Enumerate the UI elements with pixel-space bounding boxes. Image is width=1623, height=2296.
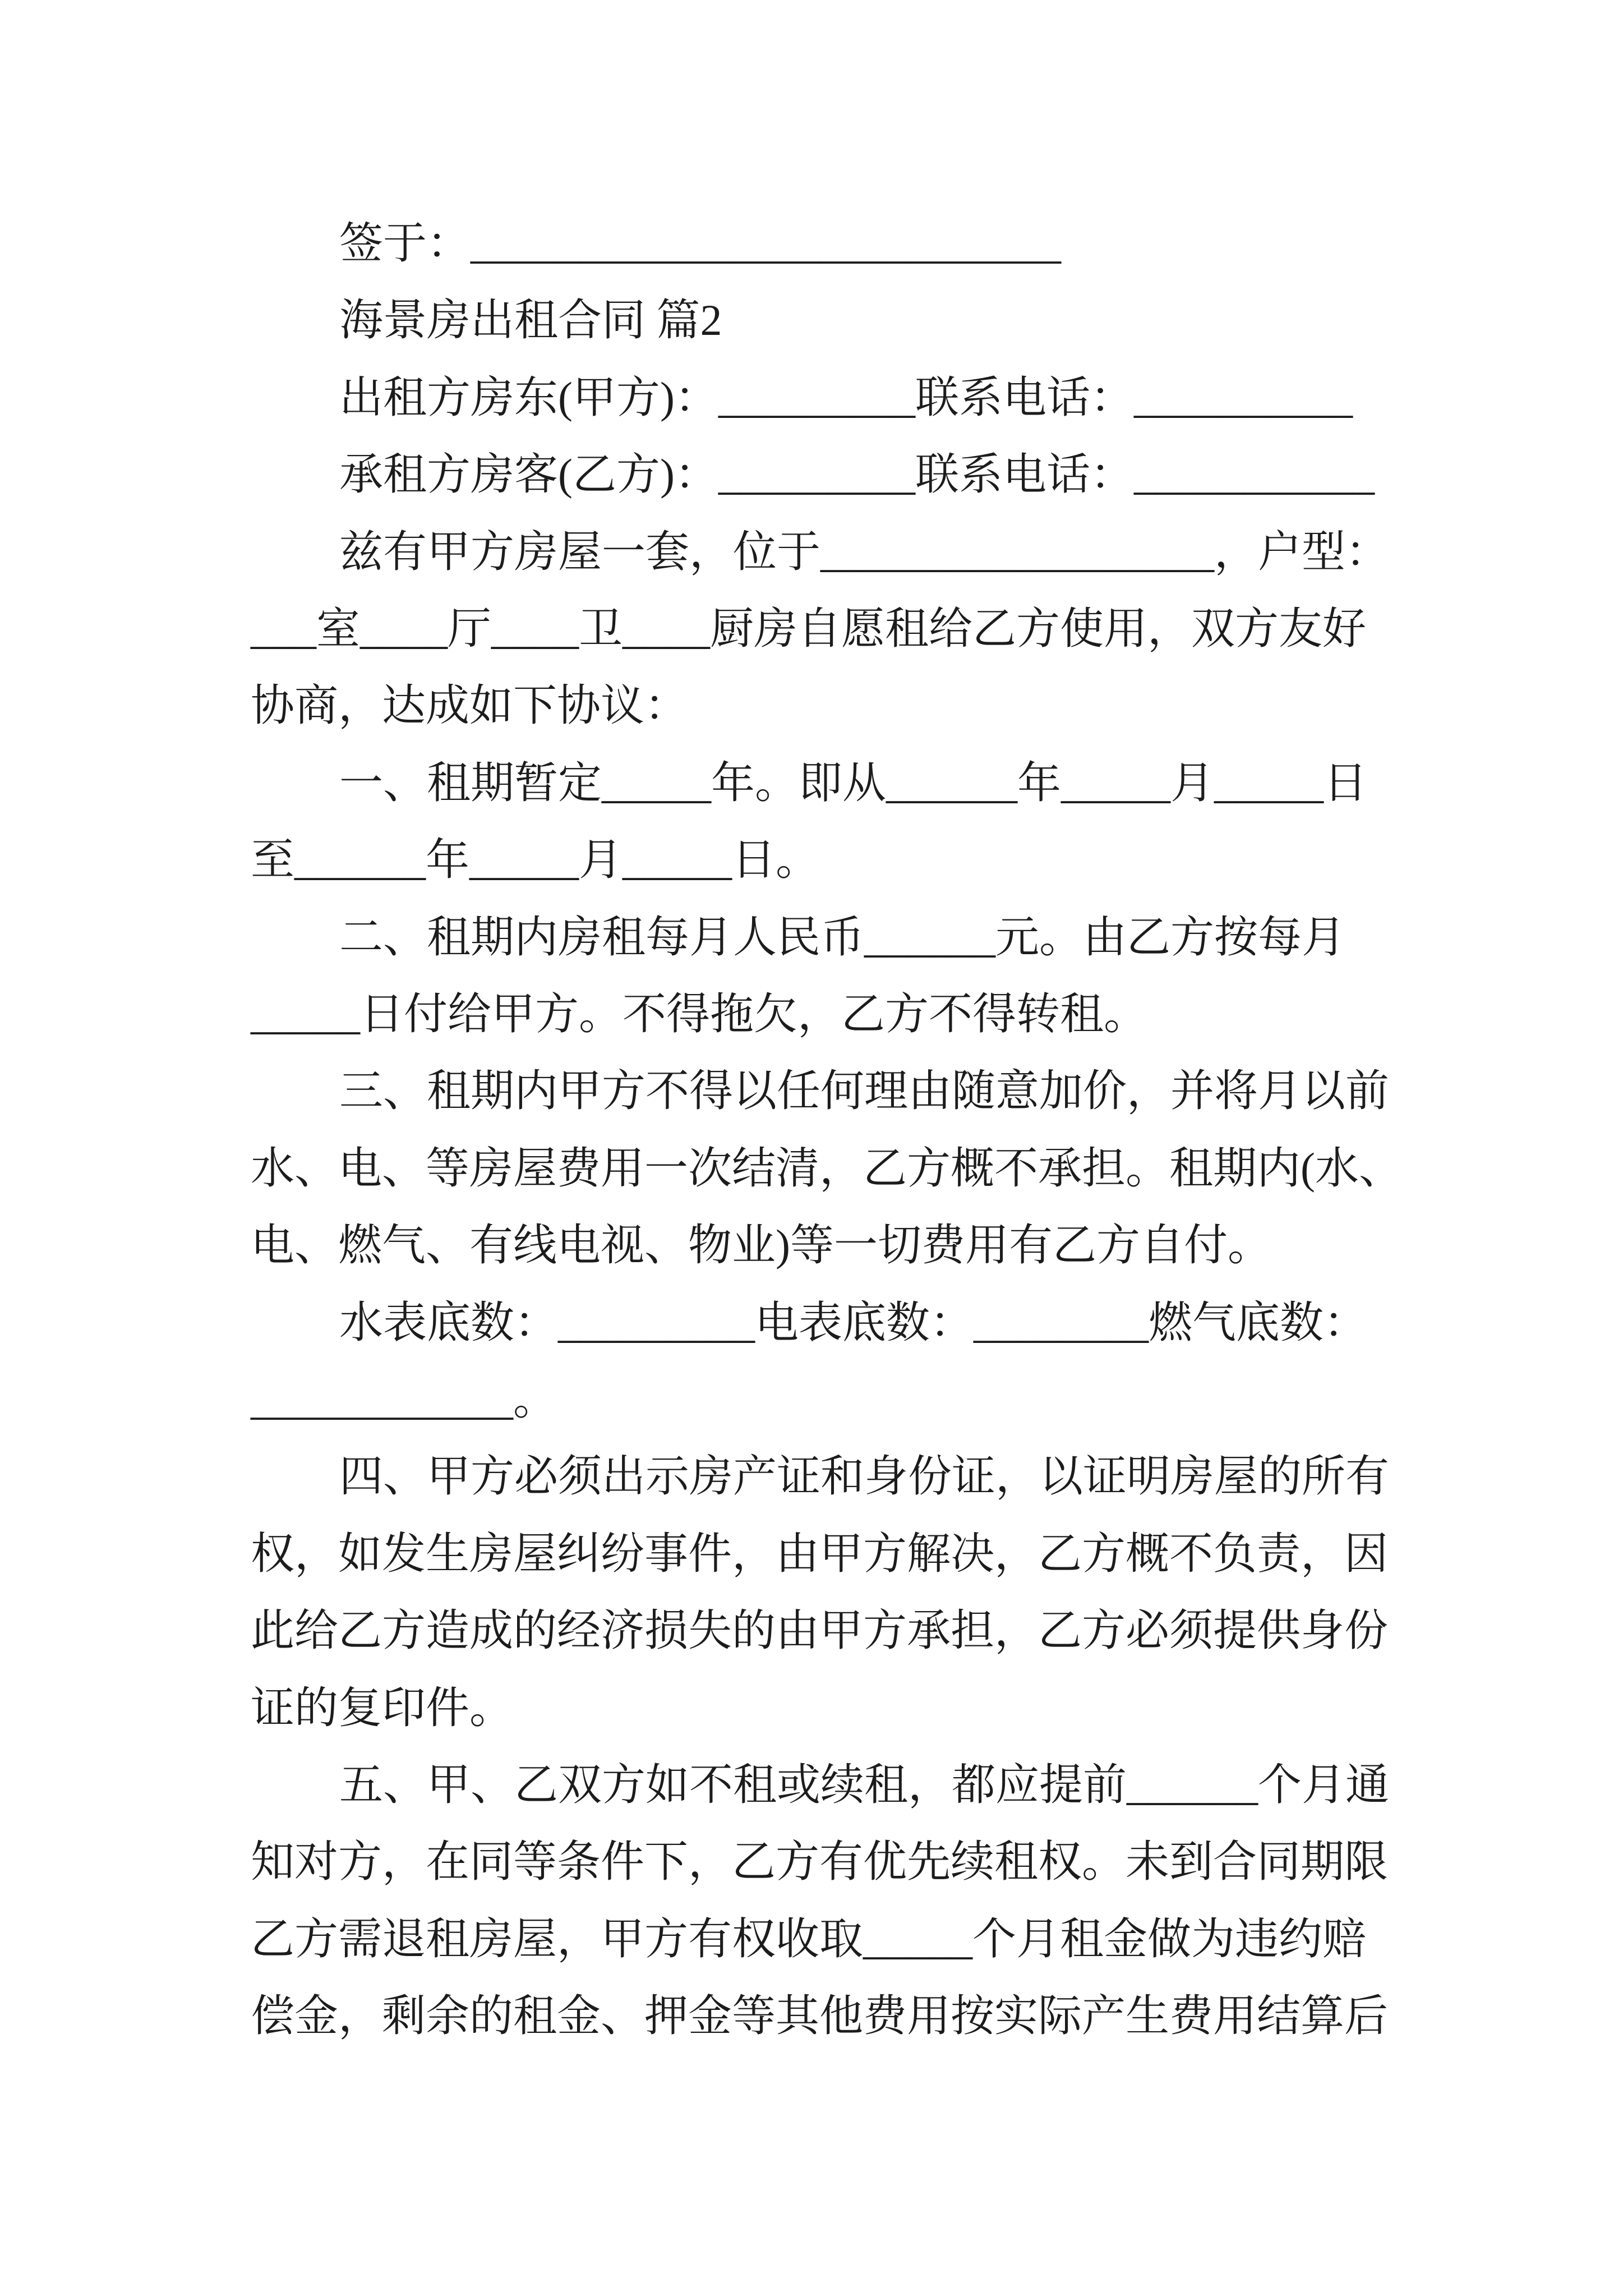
clause-4-line-cont: 此给乙方造成的经济损失的由甲方承担，乙方必须提供身份 xyxy=(251,1606,1389,1655)
clause-3-line: 三、租期内甲方不得以任何理由随意加价，并将月以前 xyxy=(339,1066,1390,1116)
property-line: 兹有甲方房屋一套，位于__________________，户型： xyxy=(339,527,1390,576)
clause-5-line: 五、甲、乙双方如不租或续租，都应提前______个月通 xyxy=(339,1760,1390,1809)
clause-4-line: 四、甲方必须出示房产证和身份证，以证明房屋的所有 xyxy=(339,1452,1390,1501)
clause-4-line-cont: 证的复印件。 xyxy=(251,1683,514,1732)
clause-3-line-cont: 水、电、等房屋费用一次结清，乙方概不承担。租期内(水、 xyxy=(251,1143,1403,1193)
property-line-cont: 协商，达成如下协议： xyxy=(251,681,689,730)
meter-readings-line: 水表底数：_________电表底数：________燃气底数： xyxy=(339,1297,1368,1347)
clause-1-line-cont: 至______年_____月_____日。 xyxy=(251,835,820,885)
clause-2-line-cont: _____日付给甲方。不得拖欠，乙方不得转租。 xyxy=(251,990,1148,1038)
section-title: 海景房出租合同 篇2 xyxy=(339,296,722,345)
meter-readings-line-cont: ____________。 xyxy=(251,1375,557,1424)
clause-5-line-cont: 偿金，剩余的租金、押金等其他费用按实际产生费用结算后 xyxy=(251,1991,1389,2041)
clause-5-line-cont: 乙方需退租房屋，甲方有权收取_____个月租金做为违约赔 xyxy=(251,1914,1367,1963)
clause-1-line: 一、租期暂定_____年。即从______年_____月_____日 xyxy=(339,758,1368,807)
clause-3-line-cont: 电、燃气、有线电视、物业)等一切费用有乙方自付。 xyxy=(251,1221,1271,1270)
tenant-line: 承租方房客(乙方)：_________联系电话：___________ xyxy=(339,450,1375,499)
clause-5-line-cont: 知对方，在同等条件下，乙方有优先续租权。未到合同期限 xyxy=(251,1837,1389,1887)
signed-at-line: 签于：___________________________ xyxy=(339,219,1062,268)
clause-4-line-cont: 权，如发生房屋纠纷事件，由甲方解决，乙方概不负责，因 xyxy=(251,1529,1389,1578)
property-line-cont: ___室____厅____卫____厨房自愿租给乙方使用，双方友好 xyxy=(251,604,1367,653)
landlord-line: 出租方房东(甲方)：_________联系电话：__________ xyxy=(339,372,1353,422)
clause-2-line: 二、租期内房租每月人民币______元。由乙方按每月 xyxy=(339,912,1346,961)
